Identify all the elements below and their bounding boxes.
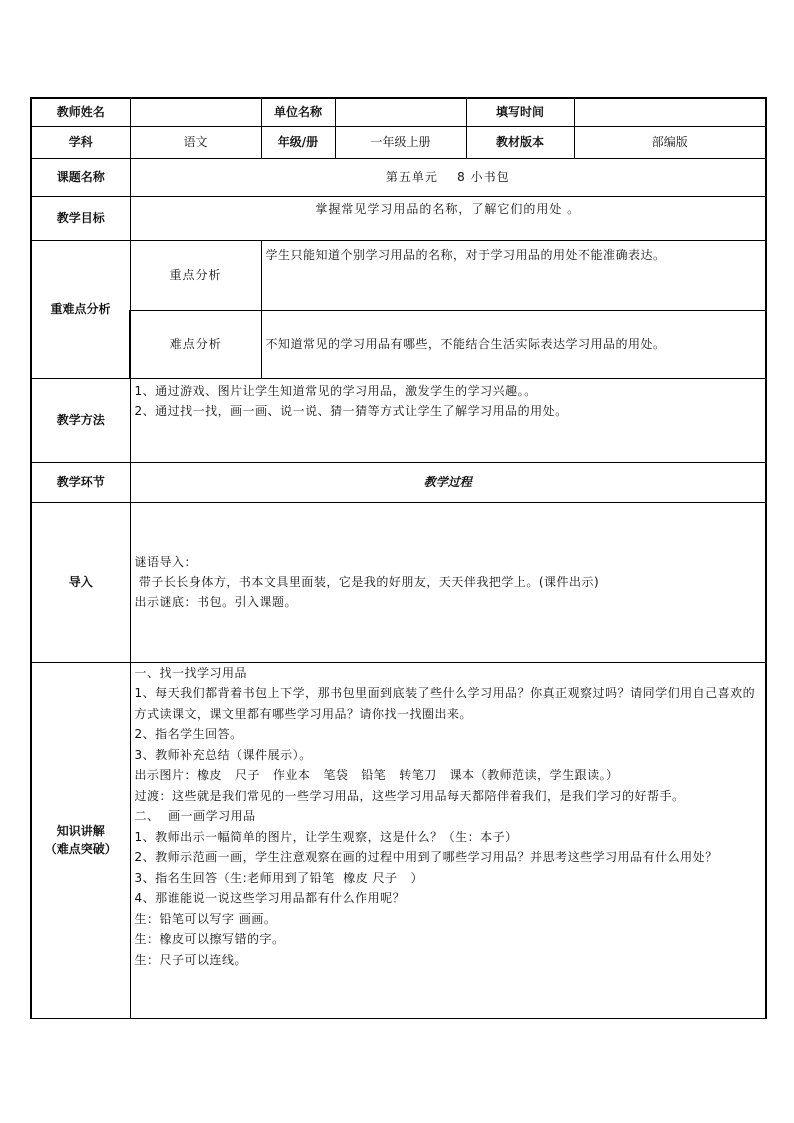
goal-value: 掌握常见学习用品的名称，了解它们的用处 。	[130, 196, 766, 240]
intro-row	[31, 502, 766, 662]
knowledge-line-13: 生：橡皮可以擦写错的字。	[134, 932, 285, 946]
focus-label: 重点分析	[130, 240, 261, 310]
knowledge-row	[31, 662, 766, 1018]
teacher-name-value	[130, 98, 261, 126]
edition-label: 教材版本	[466, 126, 574, 158]
intro-line-1: 谜语导入：	[134, 555, 198, 569]
focus-value: 学生只能知道个别学习用品的名称，对于学习用品的用处不能准确表达。	[261, 240, 766, 310]
process-title: 教学过程	[130, 462, 766, 502]
key-difficulty-label: 重难点分析	[31, 240, 130, 378]
knowledge-line-6: 过渡：这些就是我们常见的一些学习用品，这些学习用品每天都陪伴着我们，是我们学习的好帮手。	[134, 788, 685, 803]
knowledge-line-2: 1、每天我们都背着书包上下学，那书包里面到底装了些什么学习用品？你真正观察过吗？请同学们用自己喜欢的方式读课文，课文里都有哪些学习用品？请你找一找圈出来。	[134, 686, 756, 721]
lesson-plan-table	[30, 97, 767, 1019]
knowledge-line-8: 1、教师出示一幅简单的图片，让学生观察，这是什么？（生：本子）	[134, 829, 518, 844]
unit-name-label: 单位名称	[261, 98, 335, 126]
knowledge-line-4: 3、教师补充总结（课件展示）。	[134, 747, 312, 762]
intro-label: 导入	[31, 502, 130, 662]
stage-row	[31, 462, 766, 502]
knowledge-line-5: 出示图片：橡皮 尺子 作业本 笔袋 铅笔 转笔刀 课本（教师范读，学生跟读。）	[134, 768, 619, 782]
method-label: 教学方法	[31, 378, 130, 462]
difficulty-value: 不知道常见的学习用品有哪些，不能结合生活实际表达学习用品的用处。	[261, 310, 766, 378]
header-row-1	[31, 98, 766, 126]
method-content	[130, 378, 766, 462]
header-row-2	[31, 126, 766, 158]
knowledge-line-12: 生：铅笔可以写字 画画。	[134, 911, 277, 926]
fill-date-value	[574, 98, 766, 126]
unit-name-value	[335, 98, 466, 126]
subject-label: 学科	[31, 126, 130, 158]
goal-row	[31, 196, 766, 240]
focus-row	[31, 240, 766, 310]
method-row	[31, 378, 766, 462]
lesson-plan-document	[30, 97, 765, 1019]
knowledge-line-9: 2、教师示范画一画，学生注意观察在画的过程中用到了哪些学习用品？并思考这些学习用品有什么用处？	[134, 850, 718, 864]
knowledge-label: 知识讲解	[56, 824, 105, 838]
difficulty-label: 难点分析	[130, 310, 261, 378]
teacher-name-label: 教师姓名	[31, 98, 130, 126]
topic-value: 第五单元 8 小书包	[130, 158, 766, 196]
knowledge-sublabel: （难点突破）	[44, 842, 117, 856]
knowledge-line-1: 一、找一找学习用品	[134, 665, 248, 680]
knowledge-label-cell	[31, 662, 130, 1018]
grade-value: 一年级上册	[335, 126, 466, 158]
knowledge-line-3: 2、指名学生回答。	[134, 727, 243, 741]
knowledge-line-7: 二、 画一画学习用品	[134, 809, 256, 823]
topic-label: 课题名称	[31, 158, 130, 196]
grade-label: 年级/册	[261, 126, 335, 158]
subject-value: 语文	[130, 126, 261, 158]
intro-line-3: 出示谜底：书包。引入课题。	[134, 595, 298, 609]
edition-value: 部编版	[574, 126, 766, 158]
goal-label: 教学目标	[31, 196, 130, 240]
intro-content	[130, 502, 766, 662]
difficulty-row	[31, 310, 766, 378]
fill-date-label: 填写时间	[466, 98, 574, 126]
knowledge-line-11: 4、那谁能说一说这些学习用品都有什么作用呢？	[134, 891, 406, 905]
knowledge-line-14: 生：尺子可以连线。	[134, 952, 248, 967]
method-line-2: 2、通过找一找，画一画、说一说、猜一猜等方式让学生了解学习用品的用处。	[134, 403, 568, 418]
method-line-1: 1、通过游戏、图片让学生知道常见的学习用品，激发学生的学习兴趣。。	[134, 383, 537, 398]
stage-label: 教学环节	[31, 462, 130, 502]
intro-line-2: 带子长长身体方，书本文具里面装，它是我的好朋友，天天伴我把学上。(课件出示)	[134, 575, 600, 589]
knowledge-line-10: 3、指名生回答（生:老师用到了铅笔 橡皮 尺子 ）	[134, 870, 424, 885]
knowledge-content	[130, 662, 766, 1018]
topic-row	[31, 158, 766, 196]
